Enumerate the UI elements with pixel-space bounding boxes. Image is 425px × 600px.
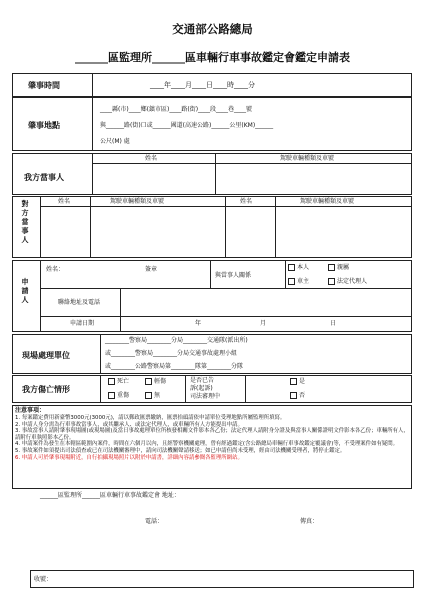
date-month: 月: [260, 320, 267, 327]
police-divider: [100, 334, 101, 374]
time-divider: [92, 73, 93, 97]
injury-opt-major[interactable]: 重傷: [108, 392, 129, 399]
injury-divider: [100, 375, 101, 403]
injury-q3: 司法審理中: [190, 393, 221, 400]
relation-opt-family[interactable]: 親屬: [328, 264, 349, 271]
police-line2-field[interactable]: 或________警察局________分局交通事故處理小組: [105, 350, 238, 357]
police-line1-field[interactable]: ________警察局________分局________交通隊(派出所): [105, 337, 248, 344]
footer-phone-label: 電話：: [145, 518, 164, 525]
note-item: 2. 申請人身分需為行車事故當事人，或其繼承人、或法定代理人，或車輛所有人方能提出申請。: [15, 421, 243, 428]
contact-label: 聯絡地址及電話: [58, 299, 101, 306]
place-line2-field[interactable]: 與______路(街)口或______國道(高速公路)______公里(KM)______: [100, 122, 274, 129]
other-party-label: 對方當事人: [21, 200, 29, 245]
note-item: 3. 事故當事人請附肇事現場圖(或現場圖)及當日事故處理單位所核發相關文件影本各乙份；法定代理人請附身分證及與當事人關係證明文件影本各乙份；車輛所有人，請附行車執照影本乙份。: [15, 428, 409, 441]
note-item: 6. 申請人可於肇事現場附近，自行拍攝現場照片以附於申請書，詳細內容請參閱各監理所網站。: [15, 454, 243, 461]
checkbox-minor[interactable]: [145, 378, 152, 385]
relation-opt-self[interactable]: 本人: [288, 264, 309, 271]
other-party-col-vehicle2: 駕駛車輛種類及車號: [300, 198, 355, 205]
applicant-seal-label: 簽章: [145, 266, 158, 273]
our-party-col-divider: [215, 153, 216, 195]
place-label: 肇事地點: [28, 121, 60, 130]
injury-opt-none[interactable]: 無: [145, 392, 160, 399]
time-label: 肇事時間: [28, 81, 60, 90]
date-day: 日: [330, 320, 337, 327]
receipt-box: [30, 570, 414, 588]
applicant-rel-divider: [285, 260, 286, 288]
injury-label: 我方傷亡情形: [22, 385, 70, 394]
applicant-contact-divider: [120, 288, 121, 332]
other-party-col-name2: 姓名: [240, 198, 253, 205]
applicant-name-label: 姓名：: [46, 266, 65, 273]
date-label: 申請日期: [70, 320, 95, 327]
injury-q1: 是否已告: [190, 377, 215, 384]
relation-opt-guardian[interactable]: 法定代理人: [328, 278, 367, 285]
other-party-col-vehicle1: 駕駛車輛種類及車號: [110, 198, 165, 205]
injury-yes[interactable]: 是: [290, 378, 305, 385]
checkbox-major[interactable]: [108, 392, 115, 399]
relation-label: 與當事人關係: [215, 272, 252, 279]
injury-opt-death[interactable]: 死亡: [108, 378, 129, 385]
our-party-divider: [92, 153, 93, 195]
notes-list: [15, 415, 409, 461]
our-party-row: [12, 153, 412, 195]
applicant-label: 申請人: [21, 278, 29, 305]
place-divider: [92, 97, 93, 151]
other-party-header-line: [40, 206, 412, 207]
place-line1-field[interactable]: ____縣(市)____鄉(鎮市區)____路(街)____段____巷____號: [100, 106, 253, 113]
checkbox-guardian[interactable]: [328, 278, 335, 285]
note-item: 5. 事故案件如須提出司法偵查或已在司法機關審理中，請向司法機關聲請移送；如已申請但尚未受理，經由司法機關受理者，將停止鑑定。: [15, 447, 346, 454]
agency-title: 交通部公路總局: [172, 22, 253, 36]
checkbox-self[interactable]: [288, 264, 295, 271]
injury-q-divider: [245, 375, 246, 403]
form-title: ______區監理所______區車輛行車事故鑑定會鑑定申請表: [75, 51, 350, 64]
our-party-col-name: 姓名: [145, 155, 158, 162]
applicant-mid-divider: [210, 260, 211, 288]
injury-opt-minor[interactable]: 輕傷: [145, 378, 166, 385]
time-value-field[interactable]: ____年____月____日____時____分: [150, 81, 255, 89]
our-party-label: 我方當事人: [24, 173, 64, 182]
checkbox-yes[interactable]: [290, 378, 297, 385]
relation-opt-owner[interactable]: 車主: [288, 278, 309, 285]
note-item: 4. 申請案件為發生在本轄區範圍內案件，時間在六個月以內，且經警察機關處理，曾有經過鑑定(含公路總局車輛行車事故鑑定覆議會)等，不受理案件如有疑問。: [15, 441, 399, 448]
injury-q2: 訴(起訴): [190, 385, 213, 392]
our-party-col-vehicle: 駕駛車輛種類及車號: [280, 155, 335, 162]
footer-fax-label: 傳真：: [300, 518, 319, 525]
police-label: 現場處理單位: [22, 351, 70, 360]
injury-mid-divider: [185, 375, 186, 403]
applicant-line1: [40, 288, 412, 289]
applicant-divider: [40, 260, 41, 332]
other-party-col-name1: 姓名: [58, 198, 71, 205]
note-item: 1. 每案鑑定費用新臺幣3000元(3000元)，請以郵政匯票繳納，匯票抬頭請依申請單位受理地點所屬監理所填寫。: [15, 415, 286, 421]
checkbox-no[interactable]: [290, 392, 297, 399]
checkbox-none[interactable]: [145, 392, 152, 399]
checkbox-death[interactable]: [108, 378, 115, 385]
checkbox-family[interactable]: [328, 264, 335, 271]
our-party-header-line: [92, 163, 412, 164]
police-line3-field[interactable]: 或________公路警察局第________隊第________分隊: [105, 363, 244, 370]
receipt-label: 收號：: [34, 576, 53, 583]
injury-no[interactable]: 否: [290, 392, 305, 399]
footer-office-line: ______區監理所______區車輛行車事故鑑定會 地址：: [40, 492, 180, 499]
notes-heading: 注意事項：: [15, 407, 46, 414]
applicant-line2: [40, 316, 412, 317]
date-year: 年: [195, 320, 202, 327]
place-line3-field[interactable]: 公尺(M) 處: [100, 138, 130, 145]
checkbox-owner[interactable]: [288, 278, 295, 285]
